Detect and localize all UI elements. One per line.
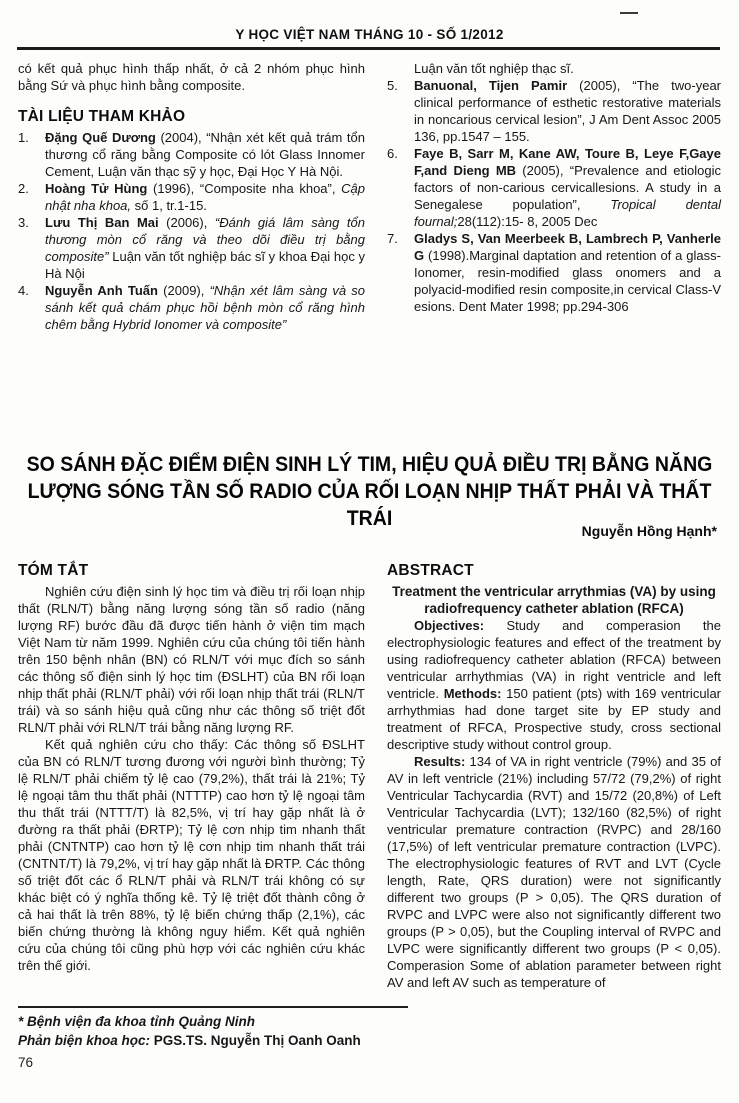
reference-item-2: [18, 180, 365, 214]
reference-text: 28(112):15- 8, 2005 Dec: [457, 214, 598, 229]
article-body: [18, 562, 721, 991]
methods-label: Methods:: [443, 686, 502, 701]
reference-number: 3.: [18, 215, 29, 230]
reference-text: (1998).Marginal daptation and retention of a glass-Ionomer, resin-modified glass onomers and a polyacid-modified resin composite,in cervical Class-V esions. Dent Mater 1998; pp.294-306: [414, 248, 721, 314]
reference-author: Lưu Thị Ban Mai: [45, 215, 159, 230]
reference-number: 5.: [387, 78, 398, 93]
article-author: Nguyễn Hồng Hạnh*: [581, 523, 717, 539]
reference-author: Hoàng Tử Hùng: [45, 181, 148, 196]
references-heading: TÀI LIỆU THAM KHẢO: [18, 108, 186, 125]
tomtat-heading: TÓM TẮT: [18, 562, 89, 579]
reviewer-name: PGS.TS. Nguyễn Thị Oanh Oanh: [153, 1033, 361, 1048]
reference-text: (2005), “Prevalence and etiologic factors of non-carious cervicallesions. A study in a Senegalese population”,: [414, 163, 722, 212]
tomtat-paragraph-2: Kết quả nghiên cứu cho thấy: Các thông số ĐSLHT của BN có RLN/T tương đương với người bình thường; Tỷ lệ RLN/T phải chiếm tỷ lệ cao (79,2%), thất trái là 21%; Tỷ lệ ngoại tâm thu thất phải (NTTTP) cao hơn tỷ lệ ngoại tâm thu thất trái (NTTT/T) là 82,5%, vị trí hay gặp nhất là ở đường ra thất phải (ĐRTP); Tỷ lệ cơn nhịp tim nhanh thất phải (CNTNTP) cao hơn tỷ lệ cơn nhịp tim nhanh thất trái (CNTNT/T) là 79,2%, vị trí hay gặp nhất là ĐRTP. Các thông số triệt đốt các ổ RLN/T phải và RLN/T trái không có sự khác biệt có ý nghĩa thống kê. Tỷ lệ triệt đốt thành công ở cả hai thất là trên 88%, tỷ lệ biến chứng thấp (2,1%), các biến chứng thường là không nguy hiểm. Kết quả nghiên cứu của chúng tôi cũng phù hợp với các nghiên cứu khác trên thế giới.: [18, 737, 365, 973]
objectives-label: Objectives:: [414, 618, 485, 633]
reference-author: Đặng Quế Dương: [45, 130, 156, 145]
reference-author: Faye B, Sarr M, Kane AW, Toure B, Leye F,Gaye F,and Dieng MB: [414, 146, 721, 178]
reference-number: 4.: [18, 283, 29, 298]
reference-item-5: [387, 77, 721, 145]
references-left-column: [18, 60, 365, 333]
footnote-rule: [18, 1006, 408, 1008]
abstract-objectives-methods-paragraph: [387, 617, 721, 753]
author-affiliation: * Bệnh viện đa khoa tỉnh Quảng Ninh: [18, 1014, 256, 1029]
reference-text: (2005), “The two-year clinical performance of esthetic restorative materials in noncarious cervical lesion”, J Am Dent Assoc 2005 136, pp.1547 – 155.: [414, 78, 722, 144]
reference-italic-text: Tropical dental fournal;: [414, 197, 721, 229]
reference-italic-text: “Nhận xét lâm sàng và so sánh kết quả chám phục hồi bệnh mòn cổ răng hình chêm bằng Hybrid Ionomer và composite”: [45, 283, 365, 332]
objectives-text: Study and comperasion the electrophysiologic features and effect of the treatment by using radiofrequency catheter ablation (RFCA) between ventricular arrhythmias (VA) in right ventricle and left ventricle.: [387, 618, 721, 701]
results-label: Results:: [414, 754, 466, 769]
footnote: [18, 1012, 438, 1050]
reference-item-7: [387, 230, 721, 315]
header-rule: [17, 47, 720, 50]
abstract-subtitle: Treatment the ventricular arrythmias (VA) by using radiofrequency catheter ablation (RFCA): [392, 584, 716, 616]
results-text: 134 of VA in right ventricle (79%) and 35 of AV in left ventricle (21%) including 57/72 (79,2%) of right Ventricular Tachycardia (RVT) and 15/72 (20,8%) of Left Ventricular Tachycardia (LVT); 132/160 (82,5%) of right ventricular premature contraction (RVPC) and 28/160 (17,5%) of left ventricular premature contraction (LVPC). The electrophysiologic features of RVT and LVT (Cycle length, Rate, QRS duration) were not significantly different two groups (P > 0,05). The QRS duration of RVPC and LVPC were also not significantly different two groups (P > 0,05), but the Coupling interval of RVPC and LVPC were significantly different two groups (P < 0,05). Comperasion Some of ablation parameter between right AV and left AV such as temperature of: [387, 754, 721, 990]
reference-text: Luận văn tốt nghiệp bác sĩ y khoa Đại học y Hà Nội: [45, 249, 365, 281]
summary-column: [18, 562, 365, 991]
reference-number: 7.: [387, 231, 398, 246]
references-right-column: [387, 60, 721, 333]
abstract-heading: ABSTRACT: [387, 562, 474, 579]
methods-text: 150 patient (pts) with 169 ventricular arrhythmias had done target site by EP study and treatment of RFCA, Prospective study, cross sectional descriptive study without control group.: [387, 686, 721, 752]
reference-italic-text: “Đánh giá lâm sàng tổn thương mòn cổ răng và theo dõi điều trị bằng composite”: [45, 215, 365, 264]
reference-text: (2004), “Nhận xét kết quả trám tổn thương cổ răng bằng Composite có lót Glass Innomer Cement, Luận văn thạc sỹ y học, Đại Học Y Hà Nội.: [45, 130, 365, 179]
reference-number: 1.: [18, 130, 29, 145]
scientific-reviewer-line: [18, 1031, 438, 1050]
reference-number: 2.: [18, 181, 29, 196]
article-title: SO SÁNH ĐẶC ĐIỂM ĐIỆN SINH LÝ TIM, HIỆU QUẢ ĐIỀU TRỊ BẰNG NĂNG LƯỢNG SÓNG TẦN SỐ RADIO CỦA RỐI LOẠN NHỊP THẤT PHẢI VÀ THẤT TRÁI: [26, 453, 713, 530]
reviewer-label: Phản biện khoa học:: [18, 1033, 154, 1048]
reference-item-4: [18, 282, 365, 333]
reference-item-6: [387, 145, 721, 230]
reference-text: (2006),: [158, 215, 215, 230]
reference-4-continuation: Luận văn tốt nghiệp thạc sĩ.: [414, 61, 574, 76]
reference-item-3: [18, 214, 365, 282]
page-number: 76: [18, 1055, 34, 1070]
reference-number: 6.: [387, 146, 398, 161]
reference-text: số 1, tr.1-15.: [131, 198, 207, 213]
reference-text: (1996), “Composite nha khoa”,: [147, 181, 342, 196]
reference-author: Gladys S, Van Meerbeek B, Lambrech P, Vanherle G: [414, 231, 721, 263]
journal-header-title: Y HỌC VIỆT NAM THÁNG 10 - SỐ 1/2012: [235, 27, 504, 42]
abstract-column: [387, 562, 721, 991]
previous-article-closing-text: có kết quả phục hình thấp nhất, ở cả 2 nhóm phục hình bằng Sứ và phục hình bằng composite.: [18, 61, 365, 93]
reference-author: Nguyễn Anh Tuấn: [45, 283, 158, 298]
reference-italic-text: Cập nhật nha khoa,: [45, 181, 365, 213]
reference-text: (2009),: [157, 283, 210, 298]
scan-artifact-dash: [620, 12, 638, 14]
reference-item-1: [18, 129, 365, 180]
abstract-results-paragraph: [387, 753, 721, 991]
reference-author: Banuonal, Tijen Pamir: [414, 78, 568, 93]
references-section: [18, 60, 721, 333]
tomtat-paragraph-1: Nghiên cứu điện sinh lý học tim và điều trị rối loạn nhịp thất (RLN/T) bằng năng lượng sóng tần số radio (năng lượng RF) bước đầu đã được tiến hành ở viện tim mạch Việt Nam từ năm 1999. Nghiên cứu của chúng tôi tiến hành trên 150 bệnh nhân (BN) có RLN/T với mục đích so sánh các thông số điện sinh lý học tim (ĐSLHT) của BN rối loạn nhịp thất phải (RLN/T phải) với rối loạn nhịp thất trái (RLN/T trái) và so sánh hiệu quả cũng như các thông số triệt đốt RLN/T phải với RLN/T trái bằng năng lượng RF.: [18, 584, 365, 735]
